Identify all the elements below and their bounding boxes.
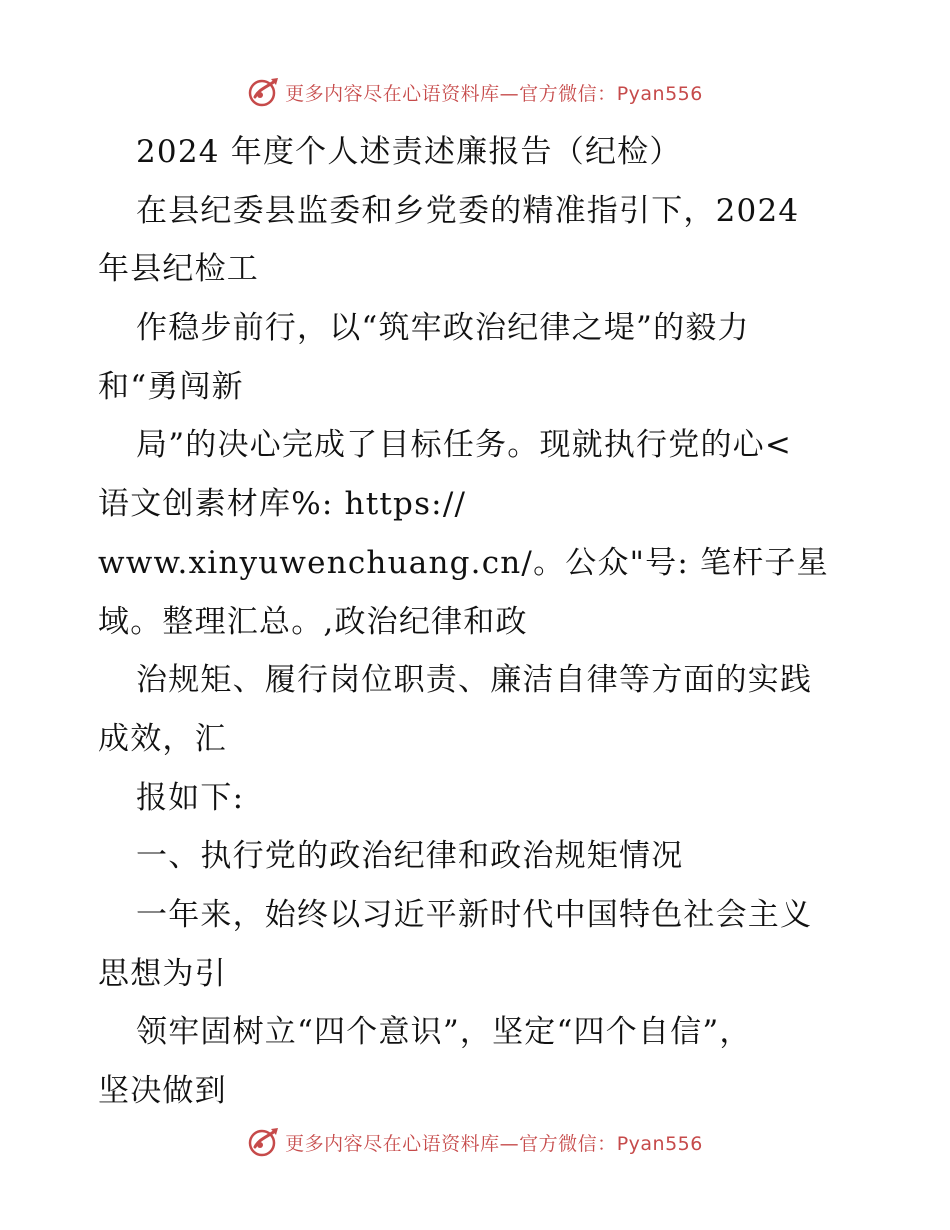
text-line: 作稳步前行，以“筑牢政治纪律之堤”的毅力 (136, 310, 750, 347)
header-watermark (0, 72, 950, 112)
footer-watermark (0, 1122, 950, 1162)
watermark-text: 更多内容尽在心语资料库—官方微信：Pyan556 (285, 1132, 703, 1155)
text-line: 局”的决心完成了目标任务。现就执行党的心< (136, 427, 793, 464)
watermark-text: 更多内容尽在心语资料库—官方微信：Pyan556 (285, 82, 703, 105)
text-line: 思想为引 (98, 955, 227, 992)
text-line: 2024 年度个人述责述廉报告（纪检） (136, 134, 682, 170)
text-line: 治规矩、履行岗位职责、廉洁自律等方面的实践 (136, 662, 813, 699)
text-line: 年县纪检工 (98, 251, 259, 288)
text-line: 和“勇闯新 (98, 368, 244, 405)
text-line: 成效，汇 (98, 720, 227, 757)
pen-swirl-icon (247, 1125, 281, 1159)
text-line: 报如下: (136, 779, 245, 816)
text-line: www.xinyuwenchuang.cn/。公众"号: 笔杆子星 (98, 544, 829, 581)
text-line: 语文创素材库%: https:// (98, 486, 467, 523)
text-line: 一、执行党的政治纪律和政治规矩情况 (136, 838, 684, 875)
text-line: 一年来，始终以习近平新时代中国特色社会主义 (136, 896, 813, 933)
text-line: 领牢固树立“四个意识”，坚定“四个自信”， (136, 1014, 752, 1051)
pen-swirl-icon (247, 75, 281, 109)
text-line: 坚决做到 (98, 1073, 227, 1109)
text-line: 在县纪委县监委和乡党委的精准指引下，2024 (136, 192, 800, 229)
text-line: 域。整理汇总。,政治纪律和政 (98, 603, 528, 640)
document-body (98, 123, 858, 1121)
